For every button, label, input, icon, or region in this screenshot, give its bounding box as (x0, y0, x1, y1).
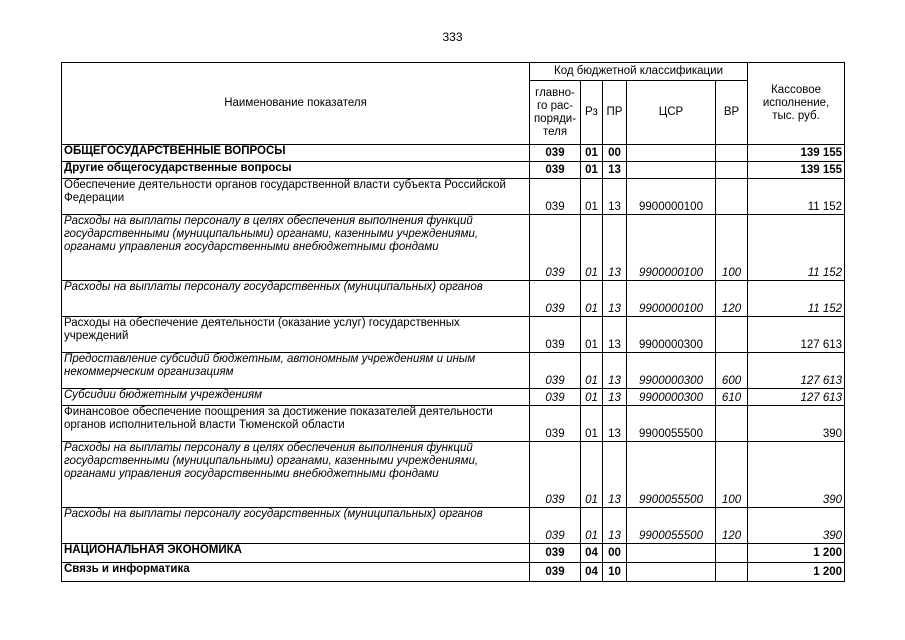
row-gl-cell: 039 (530, 179, 581, 215)
row-gl-cell: 039 (530, 442, 581, 508)
row-rz-cell: 01 (581, 389, 603, 406)
row-amount-cell: 127 613 (748, 353, 845, 389)
row-csr-cell: 9900000300 (627, 353, 716, 389)
row-name-cell: Субсидии бюджетным учреждениям (62, 389, 530, 406)
row-amount-cell: 390 (748, 442, 845, 508)
row-vr-cell: 120 (716, 281, 748, 317)
row-vr-cell (716, 179, 748, 215)
row-csr-cell: 9900000300 (627, 389, 716, 406)
row-amount-cell: 1 200 (748, 544, 845, 563)
table-row (62, 442, 845, 508)
row-pr-cell: 13 (603, 215, 627, 281)
row-vr-cell (716, 563, 748, 582)
row-amount-cell: 127 613 (748, 317, 845, 353)
row-gl-cell: 039 (530, 317, 581, 353)
row-rz-cell: 01 (581, 215, 603, 281)
header-pr: ПР (603, 81, 627, 145)
row-gl-cell: 039 (530, 162, 581, 179)
row-gl-cell: 039 (530, 145, 581, 162)
row-gl-cell: 039 (530, 406, 581, 442)
row-pr-cell: 13 (603, 508, 627, 544)
row-rz-cell: 01 (581, 281, 603, 317)
row-amount-cell: 127 613 (748, 389, 845, 406)
row-gl-cell: 039 (530, 353, 581, 389)
row-amount-cell: 139 155 (748, 145, 845, 162)
row-rz-cell: 04 (581, 563, 603, 582)
row-vr-cell: 100 (716, 215, 748, 281)
row-amount-cell: 11 152 (748, 179, 845, 215)
row-pr-cell: 13 (603, 317, 627, 353)
row-amount-cell: 139 155 (748, 162, 845, 179)
table-row (62, 508, 845, 544)
row-name-cell: ОБЩЕГОСУДАРСТВЕННЫЕ ВОПРОСЫ (62, 145, 530, 162)
row-gl-cell: 039 (530, 563, 581, 582)
row-csr-cell (627, 563, 716, 582)
header-gl: главно- го рас- поряди- теля (530, 81, 581, 145)
row-csr-cell (627, 544, 716, 563)
row-csr-cell: 9900000100 (627, 179, 716, 215)
row-amount-cell: 1 200 (748, 563, 845, 582)
row-gl-cell: 039 (530, 215, 581, 281)
budget-table (61, 62, 845, 582)
table-row (62, 563, 845, 582)
table-row (62, 162, 845, 179)
row-csr-cell: 9900000100 (627, 281, 716, 317)
table-row (62, 353, 845, 389)
row-gl-cell: 039 (530, 508, 581, 544)
row-pr-cell: 13 (603, 162, 627, 179)
row-csr-cell: 9900000100 (627, 215, 716, 281)
row-vr-cell (716, 544, 748, 563)
row-amount-cell: 390 (748, 406, 845, 442)
row-name-cell: Расходы на выплаты персоналу в целях обеспечения выполнения функций государственными (муниципальными) органами, казенными учреждениями, органами управления государственными внебюджетными фондами (62, 442, 530, 508)
row-pr-cell: 13 (603, 389, 627, 406)
row-rz-cell: 01 (581, 145, 603, 162)
header-rz: Рз (581, 81, 603, 145)
row-gl-cell: 039 (530, 281, 581, 317)
row-csr-cell (627, 162, 716, 179)
row-rz-cell: 01 (581, 179, 603, 215)
row-vr-cell (716, 317, 748, 353)
header-code-group: Код бюджетной классификации (530, 63, 748, 81)
row-vr-cell: 610 (716, 389, 748, 406)
header-csr: ЦСР (627, 81, 716, 145)
row-vr-cell (716, 406, 748, 442)
header-vr: ВР (716, 81, 748, 145)
row-amount-cell: 11 152 (748, 215, 845, 281)
table-row (62, 179, 845, 215)
row-gl-cell: 039 (530, 389, 581, 406)
table-body (62, 145, 845, 582)
row-csr-cell: 9900000300 (627, 317, 716, 353)
row-vr-cell: 600 (716, 353, 748, 389)
row-pr-cell: 00 (603, 544, 627, 563)
row-pr-cell: 13 (603, 353, 627, 389)
row-vr-cell: 120 (716, 508, 748, 544)
row-rz-cell: 01 (581, 162, 603, 179)
row-rz-cell: 01 (581, 508, 603, 544)
row-name-cell: Расходы на выплаты персоналу в целях обеспечения выполнения функций государственными (муниципальными) органами, казенными учреждениями, органами управления государственными внебюджетными фондами (62, 215, 530, 281)
page-number: 333 (442, 30, 463, 44)
row-name-cell: Связь и информатика (62, 563, 530, 582)
table-row (62, 406, 845, 442)
row-csr-cell: 9900055500 (627, 508, 716, 544)
row-csr-cell (627, 145, 716, 162)
row-name-cell: Расходы на выплаты персоналу государственных (муниципальных) органов (62, 508, 530, 544)
row-name-cell: Расходы на выплаты персоналу государственных (муниципальных) органов (62, 281, 530, 317)
row-pr-cell: 13 (603, 442, 627, 508)
row-vr-cell (716, 145, 748, 162)
row-rz-cell: 01 (581, 353, 603, 389)
row-name-cell: Обеспечение деятельности органов государственной власти субъекта Российской Федерации (62, 179, 530, 215)
row-csr-cell: 9900055500 (627, 406, 716, 442)
table-row (62, 544, 845, 563)
row-name-cell: НАЦИОНАЛЬНАЯ ЭКОНОМИКА (62, 544, 530, 563)
row-pr-cell: 13 (603, 406, 627, 442)
header-name: Наименование показателя (62, 63, 530, 145)
row-name-cell: Другие общегосударственные вопросы (62, 162, 530, 179)
row-rz-cell: 01 (581, 442, 603, 508)
row-pr-cell: 00 (603, 145, 627, 162)
row-rz-cell: 04 (581, 544, 603, 563)
row-vr-cell: 100 (716, 442, 748, 508)
table-row (62, 215, 845, 281)
table-row (62, 281, 845, 317)
header-amount: Кассовое исполнение, тыс. руб. (748, 63, 845, 145)
row-csr-cell: 9900055500 (627, 442, 716, 508)
table-row (62, 389, 845, 406)
table-row (62, 317, 845, 353)
row-rz-cell: 01 (581, 317, 603, 353)
row-name-cell: Финансовое обеспечение поощрения за достижение показателей деятельности органов исполнительной власти Тюменской области (62, 406, 530, 442)
table-row (62, 145, 845, 162)
row-pr-cell: 10 (603, 563, 627, 582)
row-pr-cell: 13 (603, 179, 627, 215)
row-pr-cell: 13 (603, 281, 627, 317)
row-amount-cell: 390 (748, 508, 845, 544)
row-name-cell: Расходы на обеспечение деятельности (оказание услуг) государственных учреждений (62, 317, 530, 353)
row-gl-cell: 039 (530, 544, 581, 563)
row-vr-cell (716, 162, 748, 179)
row-rz-cell: 01 (581, 406, 603, 442)
row-name-cell: Предоставление субсидий бюджетным, автономным учреждениям и иным некоммерческим организациям (62, 353, 530, 389)
row-amount-cell: 11 152 (748, 281, 845, 317)
